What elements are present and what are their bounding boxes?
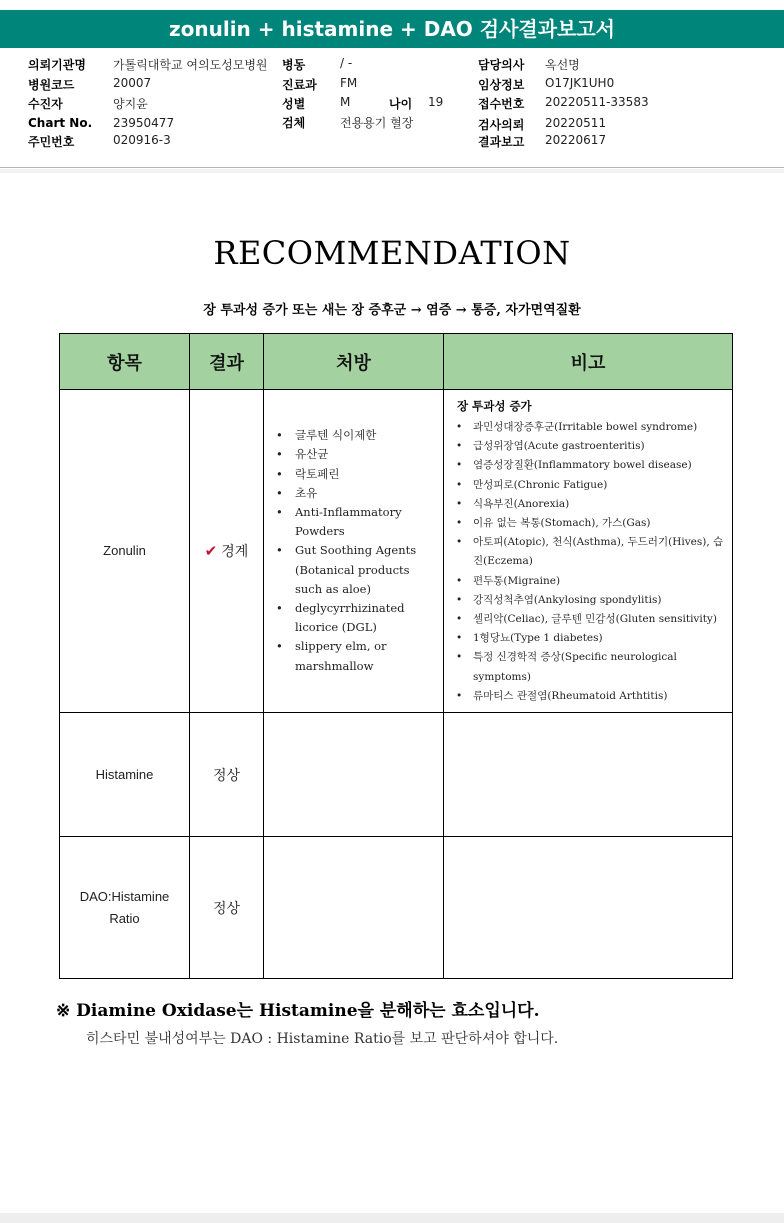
item-histamine: Histamine [60,713,190,837]
table-row-histamine [60,713,733,837]
report-date-value: 20220617 [545,133,607,147]
hospital-code-value: 20007 [113,76,152,90]
report-date-label: 결과보고 [478,135,525,149]
list-item: • 특정 신경학적 증상(Specific neurological symptoms) [456,648,726,686]
clinical-info-value: O17JK1UH0 [545,76,615,90]
prescription-zonulin [264,390,444,713]
section-divider [0,169,784,173]
item-zonulin: Zonulin [60,390,190,713]
list-item: • 락토페린 [276,465,437,484]
list-item: • 초유 [276,484,437,503]
note-heading: 장 투과성 증가 [457,399,532,413]
institution-label: 의뢰기관명 [28,58,86,72]
list-item: • 1형당뇨(Type 1 diabetes) [456,629,726,648]
ward-value: / - [340,56,353,70]
institution-value: 가톨릭대학교 여의도성모병원 [113,58,268,72]
patient-label: 수진자 [28,97,63,111]
hospital-code-label: 병원코드 [28,78,75,92]
table-row-zonulin [60,390,733,713]
resident-no-value: 020916-3 [113,133,171,147]
note-dao-ratio [444,837,733,979]
report-title: zonulin + histamine + DAO 검사결과보고서 [0,10,784,48]
result-zonulin [190,390,264,713]
result-dao-ratio: 정상 [190,837,264,979]
list-item: • 글루텐 식이제한 [276,426,437,445]
patient-info-section [0,48,784,168]
list-item: • deglycyrrhizinated licorice (DGL) [276,599,437,637]
recommendation-subtitle: 장 투과성 증가 또는 새는 장 증후군 → 염증 → 통증, 자가면역질환 [203,303,581,318]
list-item: • 만성피로(Chronic Fatigue) [456,476,726,495]
sex-label: 성별 [282,97,306,111]
age-value: 19 [428,95,444,109]
list-item: • 유산균 [276,445,437,464]
item-dao-ratio: DAO:Histamine Ratio [60,837,190,979]
note-histamine [444,713,733,837]
column-header-item: 항목 [60,334,190,390]
department-value: FM [340,76,358,90]
list-item: • 급성위장염(Acute gastroenteritis) [456,437,726,456]
prescription-histamine [264,713,444,837]
footer-note-heading: ※ Diamine Oxidase는 Histamine을 분해하는 효소입니다. [56,1001,540,1021]
recommendation-table [59,333,733,979]
list-item: • 류마티스 관절염(Rheumatoid Arthtitis) [456,687,726,706]
specimen-label: 검체 [282,116,306,130]
patient-value: 양지윤 [113,97,148,111]
sex-value: M [340,95,351,109]
list-item: • slippery elm, or marshmallow [276,637,437,675]
recommendation-title: RECOMMENDATION [213,234,571,272]
list-item: • 과민성대장증후군(Irritable bowel syndrome) [456,418,726,437]
column-header-result: 결과 [190,334,264,390]
receipt-no-value: 20220511-33583 [545,95,649,109]
request-date-value: 20220511 [545,116,607,130]
result-histamine: 정상 [190,713,264,837]
list-item: • 아토피(Atopic), 천식(Asthma), 두드러기(Hives), 습진(Eczema) [456,533,726,571]
receipt-no-label: 접수번호 [478,97,525,111]
doctor-value: 옥선명 [545,58,580,72]
doctor-label: 담당의사 [478,58,525,72]
chart-no-value: 23950477 [113,116,175,130]
checkmark-icon: ✔ [204,542,218,560]
list-item: • 염증성장질환(Inflammatory bowel disease) [456,456,726,475]
table-row-dao-ratio [60,837,733,979]
list-item: • 셀리악(Celiac), 글루텐 민감성(Gluten sensitivity) [456,610,726,629]
column-header-prescription: 처방 [264,334,444,390]
chart-no-label: Chart No. [28,116,93,130]
footer-note-text: 히스타민 불내성여부는 DAO : Histamine Ratio를 보고 판단하셔야 합니다. [86,1031,559,1047]
clinical-info-label: 임상정보 [478,78,525,92]
list-item: • 편두통(Migraine) [456,572,726,591]
note-list [444,418,732,706]
list-item: • 식욕부진(Anorexia) [456,495,726,514]
result-zonulin-value: 경계 [221,544,249,560]
list-item: • 이유 없는 복통(Stomach), 가스(Gas) [456,514,726,533]
note-zonulin [444,390,733,713]
table-header-row [60,334,733,390]
request-date-label: 검사의뢰 [478,118,525,132]
specimen-value: 전용용기 혈장 [340,116,414,130]
age-label: 나이 [389,97,413,111]
list-item: • Gut Soothing Agents (Botanical products such as aloe) [276,541,437,599]
prescription-dao-ratio [264,837,444,979]
list-item: • Anti-Inflammatory Powders [276,503,437,541]
prescription-list [264,426,443,676]
ward-label: 병동 [282,58,306,72]
list-item: • 강직성척추염(Ankylosing spondylitis) [456,591,726,610]
column-header-note: 비고 [444,334,733,390]
department-label: 진료과 [282,78,317,92]
resident-no-label: 주민번호 [28,135,75,149]
page-bottom-edge [0,1213,784,1223]
